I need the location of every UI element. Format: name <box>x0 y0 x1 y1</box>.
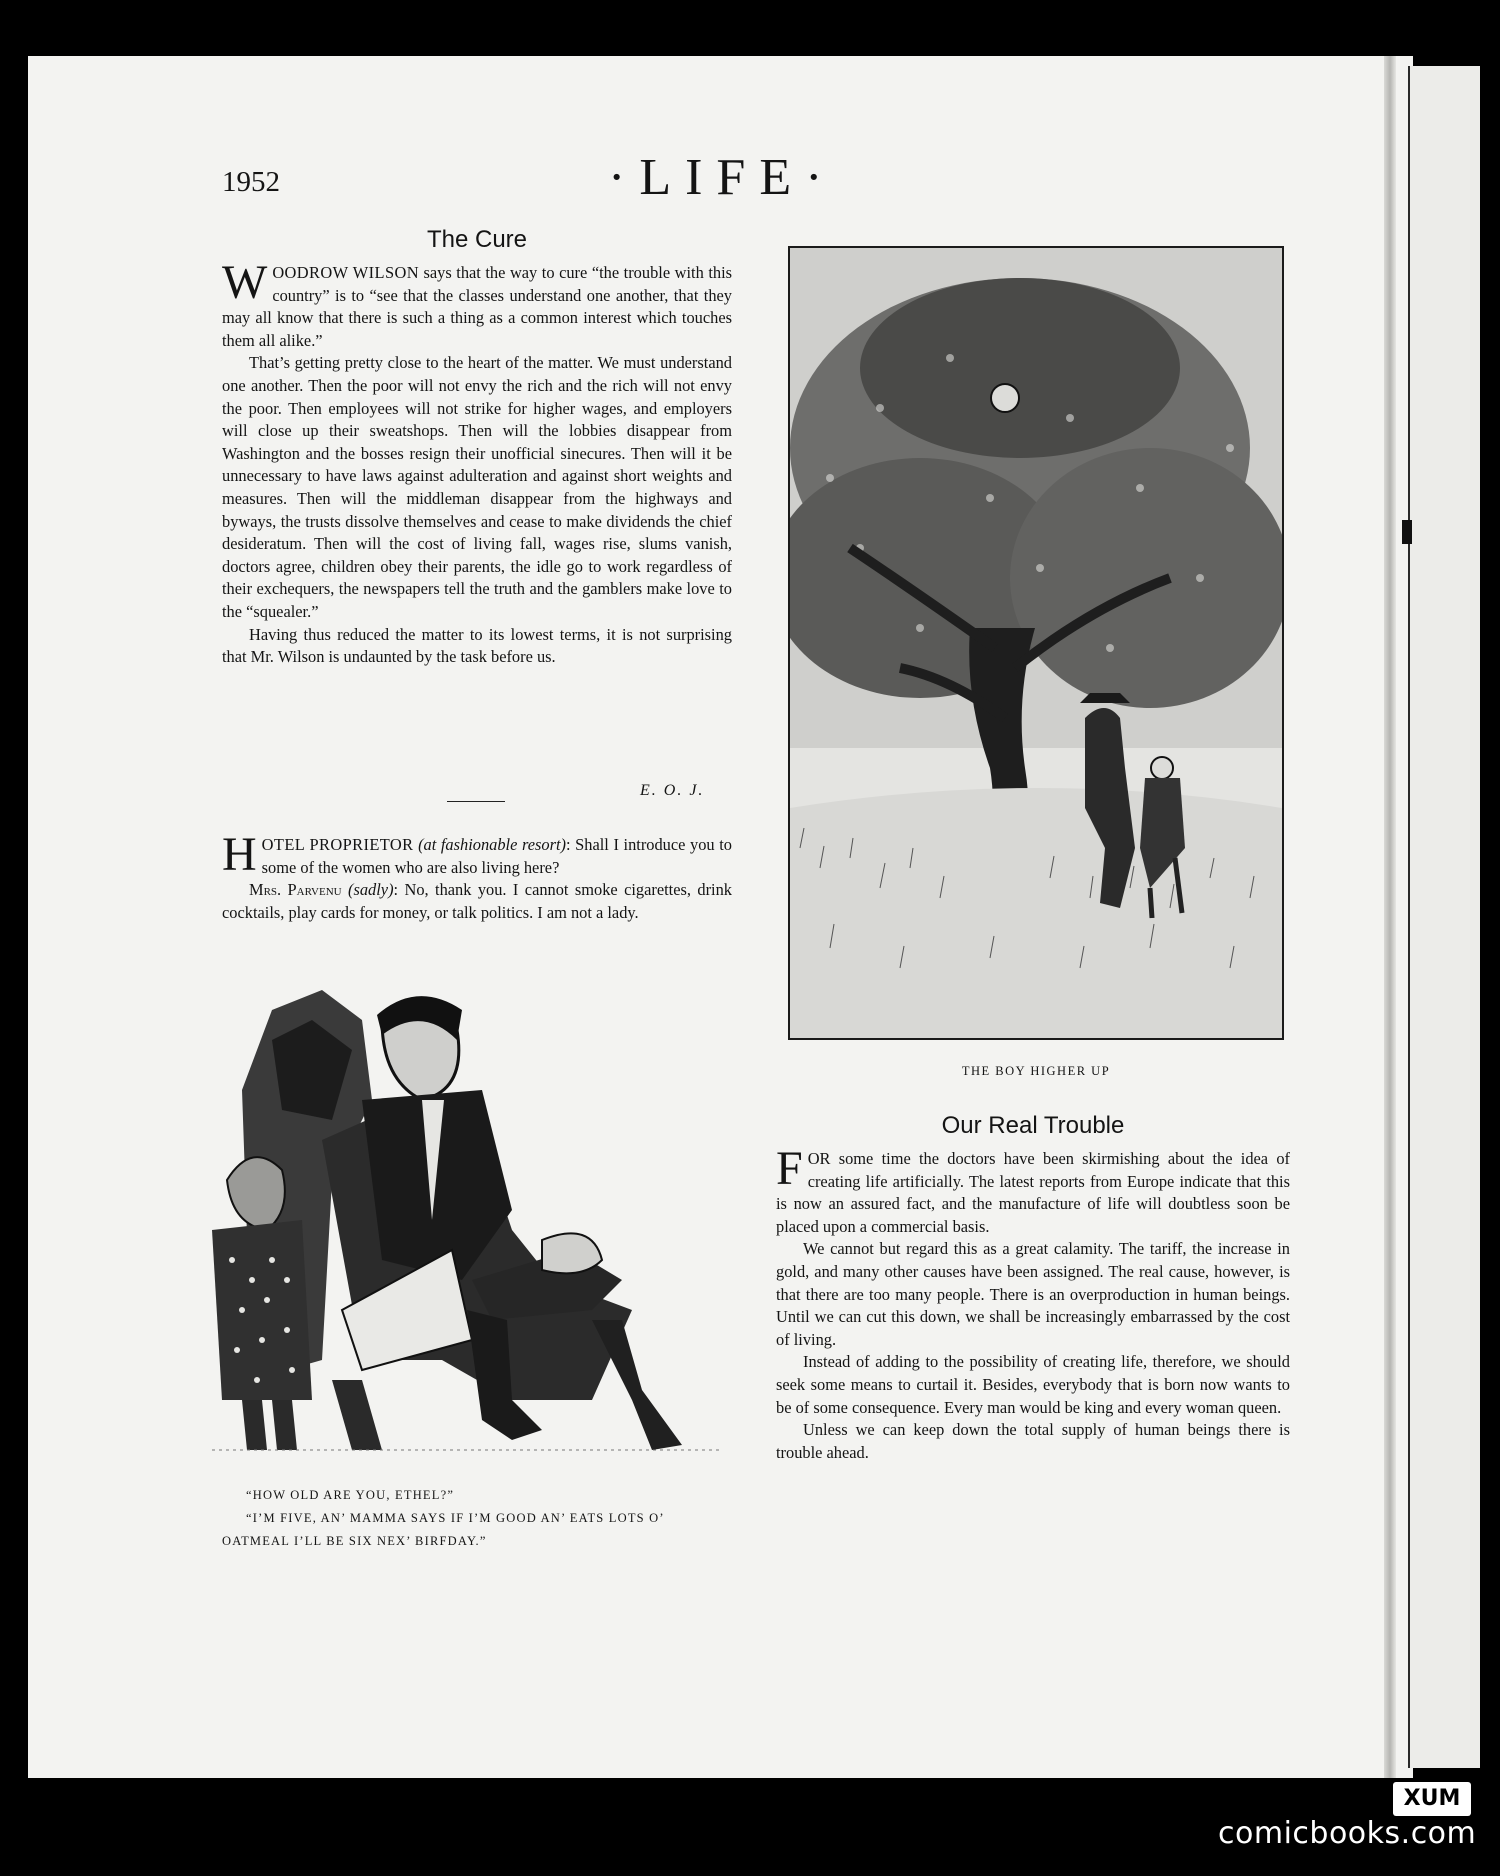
caption-answer: “I’M FIVE, AN’ MAMMA SAYS IF I’M GOOD AN’ EATS LOTS O’ OATMEAL I’LL BE SIX NEX’ BIRFDAY.” <box>222 1511 664 1548</box>
dialogue-line <box>222 879 732 924</box>
author-signature: E. O. J. <box>640 782 705 799</box>
stage-direction: (at fashionable resort) <box>418 835 566 854</box>
page-number: 1952 <box>222 166 280 198</box>
paragraph <box>776 1142 1290 1238</box>
masthead: ·LIFE· <box>608 149 837 206</box>
speaker: Mrs. Parvenu <box>249 880 342 900</box>
article-title-trouble: Our Real Trouble <box>941 1112 1125 1139</box>
scan-badge: XUM <box>1393 1782 1471 1816</box>
drop-cap: W <box>222 256 268 309</box>
article-body-cure <box>222 256 732 669</box>
page-spine <box>1384 56 1396 1778</box>
paragraph: We cannot but regard this as a great calamity. The tariff, the increase in gold, and many other causes have been assigned. The real cause, however, is that there are too many people. There is an overproduction in human beings. Until we can cut this down, we shall be increasingly embarrassed by the cost of living. <box>776 1239 1290 1349</box>
paragraph-text: says that the way to cure “the trouble with this country” is to “see that the classes understand one another, that they may all know that there is such a thing as a common interest which touches them all alike.” <box>222 263 732 350</box>
stage-direction: (sadly) <box>348 880 394 900</box>
illustration-tree-drawing <box>790 248 1282 1038</box>
drop-cap: F <box>776 1142 803 1195</box>
dialogue-text: : No, thank you. I cannot smoke cigarettes, drink cocktails, play cards for money, or talk politics. I am not a lady. <box>222 880 732 922</box>
illustration-ethel-drawing <box>212 980 720 1475</box>
illustration-boy-higher-up <box>788 246 1284 1040</box>
caption-boy-higher-up: THE BOY HIGHER UP <box>961 1064 1111 1078</box>
paragraph-text: OR some time the doctors have been skirmishing about the idea of creating life artificially. The latest reports from Europe indicate that this is now an assured fact, and the manufacture of life will doubtless soon be placed upon a commercial basis. <box>776 1149 1290 1236</box>
speaker: OTEL PROPRIETOR <box>261 835 414 854</box>
dialogue-line <box>222 828 732 881</box>
paragraph: Instead of adding to the possibility of creating life, therefore, we should seek some means to curtail it. Besides, everybody that is born now wants to be of some consequence. Every man would be king and every woman queen. <box>776 1352 1290 1417</box>
article-body-trouble <box>776 1142 1290 1464</box>
article-title-cure: The Cure <box>426 226 528 253</box>
dialogue-hotel <box>222 828 732 924</box>
lead-in: OODROW WILSON <box>272 263 419 282</box>
paragraph: Having thus reduced the matter to its lowest terms, it is not surprising that Mr. Wilson is undaunted by the task before us. <box>222 624 732 667</box>
paragraph: Unless we can keep down the total supply of human beings there is trouble ahead. <box>776 1420 1290 1462</box>
illustration-ethel <box>212 980 720 1475</box>
binding-mark <box>1402 520 1412 544</box>
dialogue-text: : Shall I introduce you to some of the women who are also living here? <box>261 835 732 877</box>
paragraph <box>222 256 732 352</box>
caption-ethel <box>222 1484 732 1553</box>
adjacent-page-edge <box>1408 66 1480 1768</box>
section-rule <box>447 801 505 802</box>
site-watermark: comicbooks.com <box>1218 1816 1477 1851</box>
drop-cap: H <box>222 828 257 881</box>
paragraph: That’s getting pretty close to the heart of the matter. We must understand one another. Then the poor will not envy the rich and the rich will not envy the poor. Then employees will not strike for higher wages, and employers will close up their sweatshops. Then will the lobbies disappear from Washington and the bosses resign their unofficial sinecures. Then will it be unnecessary to have laws against adulteration and against short weights and measures. Then will the middleman disappear from the highways and byways, the trusts dissolve themselves and cease to make dividends the chief desideratum. Then will the cost of living fall, wages rise, slums vanish, doctors agree, children obey their parents, the idle go to work regardless of their exchequers, the newspapers tell the truth and the gamblers make love to the “squealer.” <box>222 353 732 621</box>
caption-question: “HOW OLD ARE YOU, ETHEL?” <box>246 1488 455 1502</box>
